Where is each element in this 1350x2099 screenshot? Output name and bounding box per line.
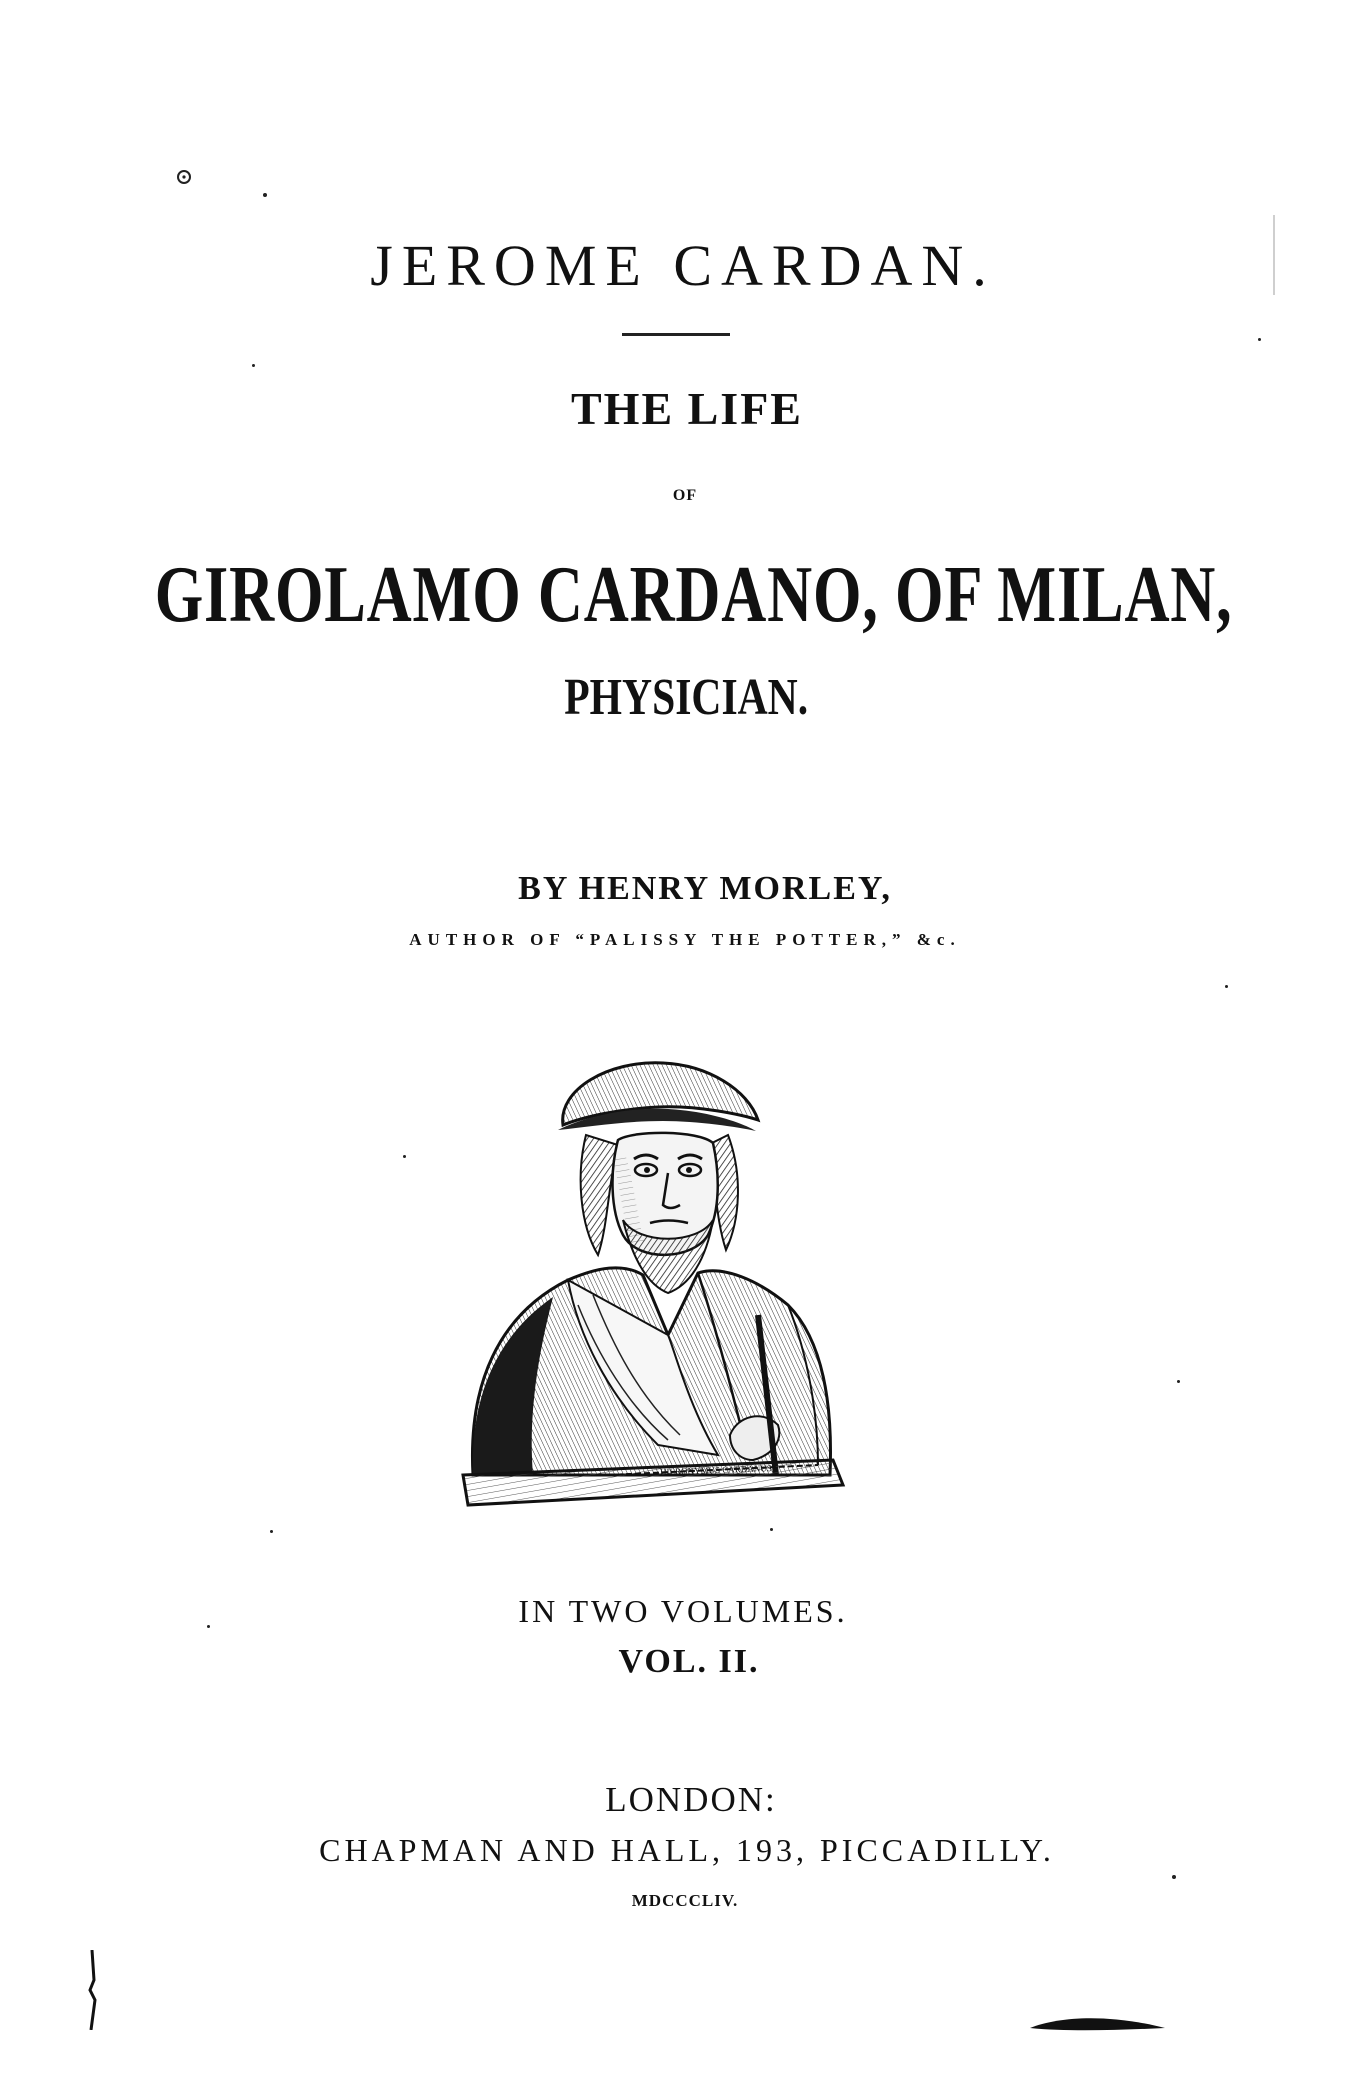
- publisher: CHAPMAN AND HALL, 193, PICCADILLY.: [319, 1832, 1055, 1868]
- main-title: GIROLAMO CARDANO, OF MILAN,: [154, 551, 1233, 639]
- margin-ink-mark: [88, 1950, 98, 2030]
- publication-place: LONDON:: [605, 1780, 777, 1819]
- scan-speck: [1177, 1380, 1180, 1383]
- scan-speck: [207, 1625, 210, 1628]
- tablet-inscription: HIERONYMUS CARDANUS: [659, 1463, 772, 1477]
- series-title: JEROME CARDAN.: [370, 233, 996, 298]
- scan-speck: [263, 193, 267, 197]
- scan-speck: [252, 364, 255, 367]
- scan-speck: [403, 1155, 406, 1158]
- title-profession: PHYSICIAN.: [564, 669, 809, 726]
- portrait-engraving: [458, 1035, 848, 1510]
- scan-speck: [1258, 338, 1261, 341]
- ink-blot: [1030, 2010, 1165, 2034]
- scan-speck: [770, 1528, 773, 1531]
- title-of: OF: [672, 487, 698, 504]
- scan-speck: [270, 1530, 273, 1533]
- volume-count: IN TWO VOLUMES.: [518, 1593, 848, 1629]
- publication-year: MDCCCLIV.: [631, 1891, 739, 1910]
- author-note: AUTHOR OF “PALISSY THE POTTER,” &c.: [409, 930, 961, 949]
- scan-speck: [1172, 1875, 1176, 1879]
- author-byline: BY HENRY MORLEY,: [518, 870, 892, 907]
- scan-speck: [1225, 985, 1228, 988]
- title-line-the-life: THE LIFE: [570, 383, 803, 434]
- ink-circle-mark: [176, 169, 192, 185]
- title-divider-rule: [622, 333, 730, 336]
- volume-number: VOL. II.: [618, 1643, 760, 1680]
